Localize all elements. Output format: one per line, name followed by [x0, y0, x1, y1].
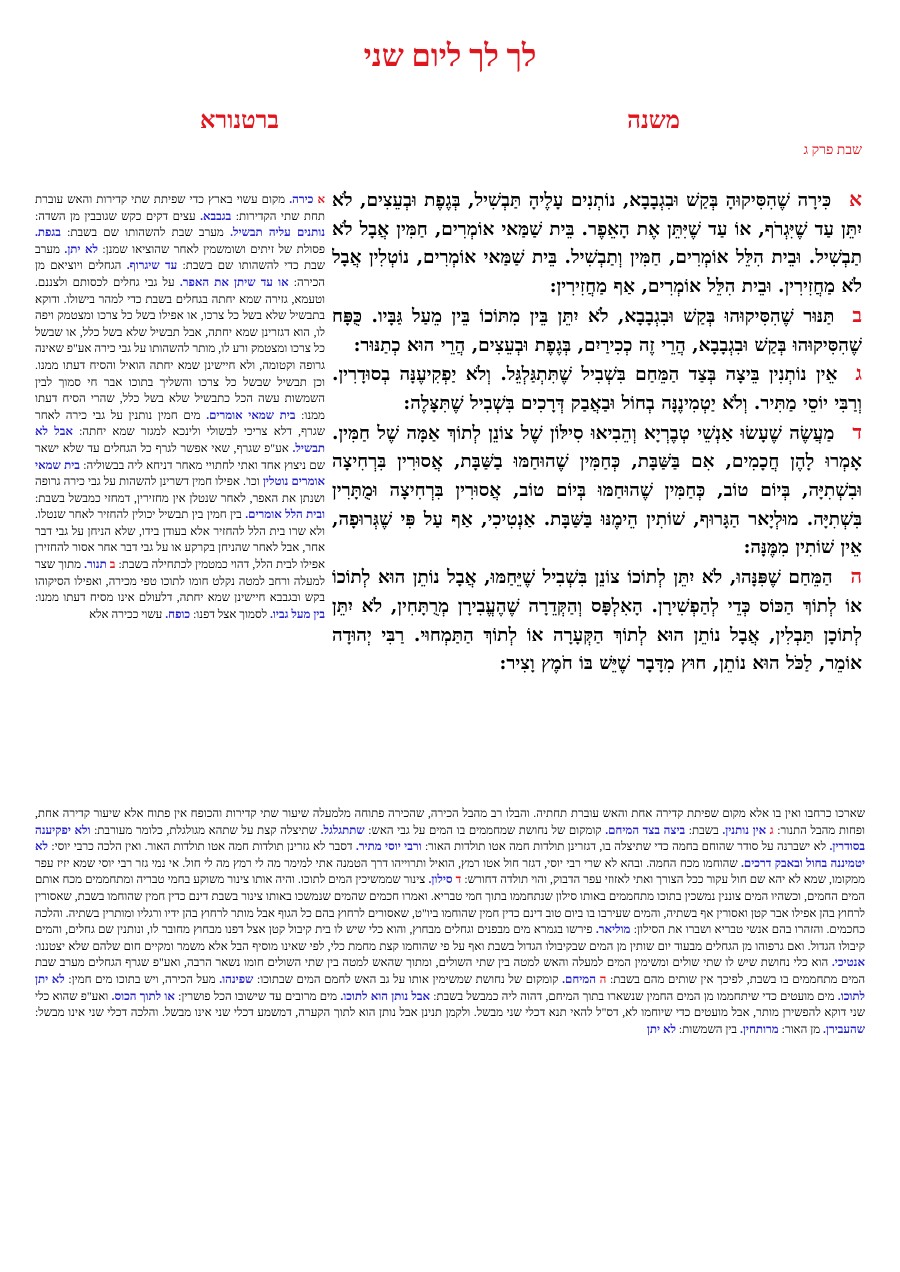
- commentary-text: שארכו כרחבו ואין בו אלא מקום שפיתת קדירה אחת והאש עוברת תחתיה. והבלו רב מהבל הכירה, שהכירה פתוחה מלמעלה שיעור שתי קדירות והכופח אין פתוח אלא שיעור קדירה אחת, ופחות מהבל התנור:: [35, 807, 865, 837]
- bartenura-column-heading: ברטנורא: [200, 108, 279, 134]
- commentary-text: שהוחמו מכח החמה. ובהא לא שרי רבי יוסי, דגזר חול אטו רמץ, הואיל ותרוייהו דרך הטמנה אתי למימר מה לי רמץ מה לי חול. אי נמי גזר רבי יוסי שמא יזיז עפר ממקומו, שמא לא יהא שם חול עקור ככל הצורך ואתי לאזוזי עפר הדבוק, והוי תולדה דחורש:: [35, 856, 865, 887]
- commentary-lemma: שתתגלגל.: [320, 823, 365, 837]
- commentary-lemma: בית שמאי אומרים.: [206, 408, 296, 422]
- commentary-text: אע"פ שגרף, שאי אפשר לגרף כל הגחלים עד שלא ישאר שם ניצוץ אחד ואתי לחתויי מאחר דניחא ליה בבשוליה:: [35, 441, 325, 472]
- commentary-lemma: אנטיכי.: [831, 956, 865, 970]
- mishna-text: מַעֲשֶׂה שֶׁעָשׂוּ אַנְשֵׁי טְבֶרְיָא וְהֵבִיאוּ סִילּוֹן שֶׁל צוֹנֵן לְתוֹךְ אַמָּה שֶׁל חַמִּין. אָמְרוּ לָהֶן חֲכָמִים, אִם בַּשַּׁבָּת, כְּחַמִּין שֶׁהוּחַמּוּ בַשַּׁבָּת, אֲסוּרִין בִּרְחִיצָה וּבִשְׁתִיָּה, בְּיוֹם טוֹב, כְּחַמִּין שֶׁהוּחַמּוּ בְּיוֹם טוֹב, אֲסוּרִין בִּרְחִיצָה וּמֻתָּרִין בִּשְׁתִיָּה. מוּלְיָאר הַגָּרוּף, שׁוֹתִין הֵימֶנּוּ בַּשַּׁבָּת. אַנְטִיכִי, אַף עַל פִּי שֶׁגְּרוּפָה, אֵין שׁוֹתִין מִמֶּנָּה:: [332, 422, 862, 559]
- commentary-mishna-letter: ב: [109, 558, 116, 572]
- commentary-text: מים מועטים כדי שיתחממו מן המים החמין שנשארו בתוך המיחם, דהוה ליה כמבשל בשבת:: [433, 989, 835, 1003]
- mishna-text: כִּירָה שֶׁהִסִּיקוּהָ בְּקַשׁ וּבִגְבָבָא, נוֹתְנִים עָלֶיהָ תַּבְשִׁיל, בְּגֶפֶת וּבְעֵצִים, לֹא יִתֵּן עַד שֶׁיִּגְרֹף, אוֹ עַד שֶׁיִּתֵּן אֶת הָאֵפֶר. בֵּית שַׁמַּאי אוֹמְרִים, חַמִּין אֲבָל לֹא תַבְשִׁיל. וּבֵית הִלֵּל אוֹמְרִים, חַמִּין וְתַבְשִׁיל. בֵּית שַׁמַּאי אוֹמְרִים, נוֹטְלִין אֲבָל לֹא מַחֲזִירִין. וּבֵית הִלֵּל אוֹמְרִים, אַף מַחֲזִירִין:: [332, 190, 862, 298]
- chapter-label: שבת פרק ג: [803, 143, 862, 158]
- mishna-paragraph-4: [332, 419, 862, 564]
- commentary-text: וכו'. אפילו חמין דשרינן להשהות על גבי כירה גרופה ושנתן את האפר, לאחר שנטלן אין מחזירין, דמחזי כמבשל בשבת:: [35, 475, 325, 505]
- commentary-lemma: אבל לא תבשיל.: [35, 425, 325, 455]
- commentary-text: עשוי ככירה אלא: [89, 607, 163, 621]
- commentary-lemma: ורבי יוסי מתיר.: [355, 840, 422, 854]
- commentary-lemma: ובית הלל אומרים.: [245, 508, 325, 522]
- commentary-text: קומקום של נחושת שמשימין אותו על גב האש לחמם המים שבתוכו:: [256, 972, 559, 986]
- commentary-lemma: שפינהו.: [219, 972, 254, 986]
- mishna-paragraph-3: [332, 360, 862, 418]
- commentary-lemma: נותנים עליה תבשיל.: [230, 226, 325, 240]
- commentary-text: שתיצלה קצת על שתהא מגולגלת, כלומר מעורבת:: [94, 823, 317, 837]
- commentary-text: פסולת של זיתים ושומשמין לאחר שהוציאו שמנן:: [102, 242, 325, 256]
- mishna-letter: ד: [852, 421, 862, 444]
- mishna-text: אֵין נוֹתְנִין בֵּיצָה בְּצַד הַמֵּחַם בִּשְׁבִיל שֶׁתִּתְגַּלְגֵּל. וְלֹא יַפְקִיעֶנָּה בְסוּדָרִין. וְרַבִּי יוֹסֵי מַתִּיר. וְלֹא יַטְמִינֶנָּה בְחוֹל וּבַאֲבַק דְּרָכִים בִּשְׁבִיל שֶׁתִּצָּלֶה:: [332, 364, 862, 414]
- commentary-text: מים מרובים עד שישובו הכל פושרין:: [178, 989, 338, 1003]
- commentary-text: הגחלים ויוציאם מן הכירה:: [35, 259, 325, 289]
- commentary-lemma: אבל נותן הוא לתוכו.: [340, 989, 430, 1003]
- commentary-text: בין חמין בין תבשיל יכולין להחזיר לאחר שנטלו. ולא שרו בית הלל להחזיר אלא בעודן בידו, שלא הניחן על גבי דבר אחר, אבל לאחר שהניחן בקרקע או על גבי דבר אחר אסור להחזירן אפילו לבית הלל, דהוי כמטמין לכתחילה בשבת:: [35, 508, 325, 572]
- commentary-lemma: בין מעל גביו.: [270, 607, 325, 621]
- commentary-lemma: מוליאר.: [595, 923, 631, 937]
- commentary-lemma: או עד שיתן את האפר.: [179, 275, 289, 289]
- commentary-text: מערב שבת להשהותו שם בשבת:: [67, 226, 224, 240]
- commentary-mishna-letter: א: [317, 193, 325, 206]
- commentary-lemma: מרותחין.: [739, 1022, 779, 1036]
- commentary-lemma: בגפת.: [35, 226, 61, 240]
- commentary-text: דסבר לא גזרינן תולדות חמה אטו תולדות האור. ואין הלכה כרבי יוסי:: [51, 840, 353, 854]
- commentary-text: הוא כלי נחושת שיש לו שתי שולים ומשימין המים למעלה והאש למטה בין שתי השולים, ומתוך שהאש למטה בין שתי השולים חומו נשאר הרבה, ואע"פ שגרף הגחלים מערב שבת המים מתחממים בו בשבת, לפיכך אין שותים מהם בשבת:: [35, 956, 865, 986]
- commentary-lemma: סילון.: [428, 873, 453, 887]
- commentary-lemma: לא יתן לתוכו.: [35, 972, 865, 1003]
- commentary-lemma: ולא יפקיענה בסודרין.: [35, 823, 865, 854]
- commentary-lemma: כירה.: [289, 193, 314, 206]
- mishna-paragraph-1: [332, 186, 862, 302]
- mishna-letter: ה: [850, 566, 862, 589]
- page-title: לך לך ליום שני: [363, 38, 537, 73]
- mishna-paragraph-5: [332, 563, 862, 679]
- commentary-text: לסמוך אצל דפנו:: [193, 607, 268, 621]
- mishna-paragraph-2: [332, 302, 862, 360]
- commentary-text: מתוך שצר למעלה ורחב למטה נקלט חומו לתוכו טפי מכירה, ואפילו הסיקוהו בקש ובגבבא חיישינן שמא יחתה, דלעולם אינו מסיח דעתו ממנו:: [35, 558, 325, 605]
- mishna-letter: ב: [852, 304, 862, 327]
- mishna-letter: ג: [855, 363, 862, 386]
- mishnah-column-heading: משנה: [627, 108, 680, 134]
- commentary-text: מקום עשוי בארץ כדי שפיתת שתי קדירות והאש עוברת תחת שתי הקדירות:: [35, 193, 325, 223]
- commentary-text: מים חמין נותנין על גבי כירה לאחר שגרף, דלא צריכי לבשולי ולינכא למגזר שמא יחתה:: [35, 408, 325, 439]
- commentary-lemma: או לתוך הכוס.: [111, 989, 175, 1003]
- commentary-text: מעל הכירה, ויש בתוכו מים חמין:: [68, 972, 216, 986]
- commentary-mishna-letter: ד: [455, 873, 462, 887]
- commentary-lemma: המיחם.: [562, 972, 596, 986]
- mishna-text: תַּנּוּר שֶׁהִסִּיקוּהוּ בְּקַשׁ וּבִגְבָבָא, לֹא יִתֵּן בֵּין מִתּוֹכוֹ בֵּין מֵעַל גַּבָּיו. כֻּפָּח שֶׁהִסִּיקוּהוּ בְּקַשׁ וּבִגְבָבָא, הֲרֵי זֶה כְכִירַיִם, בְּגֶפֶת וּבְעֵצִים, הֲרֵי הוּא כְתַנּוּר:: [332, 305, 862, 356]
- commentary-lemma: עד שיגרוף.: [126, 259, 178, 273]
- bartenura-bottom-block: [35, 806, 865, 1106]
- commentary-lemma: תנור.: [84, 558, 107, 572]
- commentary-lemma: בגבבא.: [200, 209, 232, 223]
- commentary-mishna-letter: ה: [599, 972, 607, 986]
- commentary-text: עצים דקים כקש שגובבין מן השדה:: [35, 209, 196, 223]
- bartenura-side-column: [35, 192, 325, 804]
- commentary-text: מערב שבת כדי להשהותו שם בשבת:: [35, 242, 325, 273]
- commentary-text: פירשו בגמרא מים מבפנים וגחלים מבחוץ, והוא כלי שיש לו בית קיבול קטן אצל דפנו מבחוץ מחובר לו, ונותנין שם גחלים, והמים קיבולו הגדול. ואם גרפוהו מן הגחלים מבעוד יום שותין מן המים שבקיבולו הגדול בשבת ואף על פי שהוחמו קצת מחמת כלי, לפי שאינו מוסיף הבל אלא משמר ומקיים חום שלהם שלא יצטננו:: [35, 923, 865, 953]
- commentary-text: בין השמשות:: [678, 1022, 738, 1036]
- commentary-lemma: כופח.: [165, 607, 191, 621]
- commentary-text: מן האור:: [781, 1022, 821, 1036]
- commentary-lemma: לא יתן: [646, 1022, 676, 1036]
- commentary-lemma: אין נותנין.: [722, 823, 767, 837]
- commentary-lemma: שהעבירן.: [823, 1022, 865, 1036]
- commentary-text: בשבת:: [688, 823, 719, 837]
- mishna-letter: א: [849, 189, 862, 211]
- commentary-text: צינור שממשיכין המים לתוכו. והיה אותו צינור משוקע בחמי טבריה ומתחממים מכח אותם המים החמים, וכשהיו המים צוננין נמשכין בתוכו מתחממים באותו סילון שנתחממו בתוך חמי טבריא. ואמרו חכמים שהמים שנמשכו באותו צינור בשבת דינם כדין חמין שהוחמו בשבת, שאסורין לרחוץ בהן אפילו אבר קטן ואסורין אף בשתיה, והמים שעירבו בו ביום טוב דינם כדין חמין שהוחמו ביו"ט, שאסורים לרחוץ בהם כל הגוף אבל מותר לרחוץ בהן ידיו ורגליו ומותרין בשתיה. והלכה כחכמים. והזהרו בהם אנשי טבריא ושברו את הסילון:: [35, 873, 865, 937]
- commentary-lemma: לא יטמיננה בחול ובאבק דרכים.: [35, 840, 865, 870]
- commentary-text: על גבי גחלים לכסותם ולצננם. וטעמא, גזירה שמא יחתה בגחלים בשבת כדי למהר בישולו. ודוקא בתבשיל שלא בשל כל צרכו, או אפילו בשל כל צרכו ומצטמק ויפה לו, הוא דגזרינן שמא יחתה, אבל תבשיל שלא בשל כלל, או שבשל כל צרכו ומצטמק ורע לו, מותר להשהותו על גבי כירה אע"פ שאינה גרופה וקטומה, ולא חיישינן שמא יחתה הואיל והסיח דעתו ממנו. וכן תבשיל שבשל כל צרכו והשליך בתוכו אבר חי סמוך לבין השמשות עשה הכל כתבשיל שלא בשל כלל, שהרי הסיח דעתו ממנו:: [35, 275, 325, 422]
- commentary-text: ואע"פ שהוא כלי שני דוקא להפשירן מותר, אבל מועטים כדי שיוחמו לא, דס"ל להאי תנא דכלי שני מבשל. ולקמן תנינן אבל נותן הוא לתוך הקערה, דמשמע דכלי שני אינו מבשל. והלכה דכלי שני אינו מבשל:: [35, 989, 865, 1020]
- commentary-text: קומקום של נחושת שמחממים בו המים על גבי האש:: [368, 823, 602, 837]
- commentary-lemma: לא יתן.: [64, 242, 98, 256]
- commentary-text: לא ישברנה על סודר שהוחם בחמה כדי שתיצלה בו, דגזרינן תולדות חמה אטו תולדות האור:: [424, 840, 827, 854]
- commentary-lemma: בית שמאי אומרים נוטלין: [35, 458, 325, 489]
- mishnah-text-column: [332, 186, 862, 806]
- mishna-text: הַמֵּחַם שֶׁפִּנָּהוּ, לֹא יִתֵּן לְתוֹכוֹ צוֹנֵן בִּשְׁבִיל שֶׁיֵּחַמּוּ, אֲבָל נוֹתֵן הוּא לְתוֹכוֹ אוֹ לְתוֹךְ הַכּוֹס כְּדֵי לְהַפְשִׁירָן. הָאִלְפָּס וְהַקְּדֵרָה שֶׁהֶעֱבִירָן מְרֻתָּחִין, לֹא יִתֵּן לְתוֹכָן תַּבְלִין, אֲבָל נוֹתֵן הוּא לְתוֹךְ הַקְּעָרָה אוֹ לְתוֹךְ הַתַּמְחוּי. רַבִּי יְהוּדָה אוֹמֵר, לַכֹּל הוּא נוֹתֵן, חוּץ מִדָּבָר שֶׁיֵּשׁ בּוֹ חֹמֶץ וָצִיר:: [332, 567, 862, 675]
- commentary-lemma: ביצה בצד המיחם.: [605, 823, 686, 837]
- commentary-mishna-letter: ג: [769, 823, 774, 837]
